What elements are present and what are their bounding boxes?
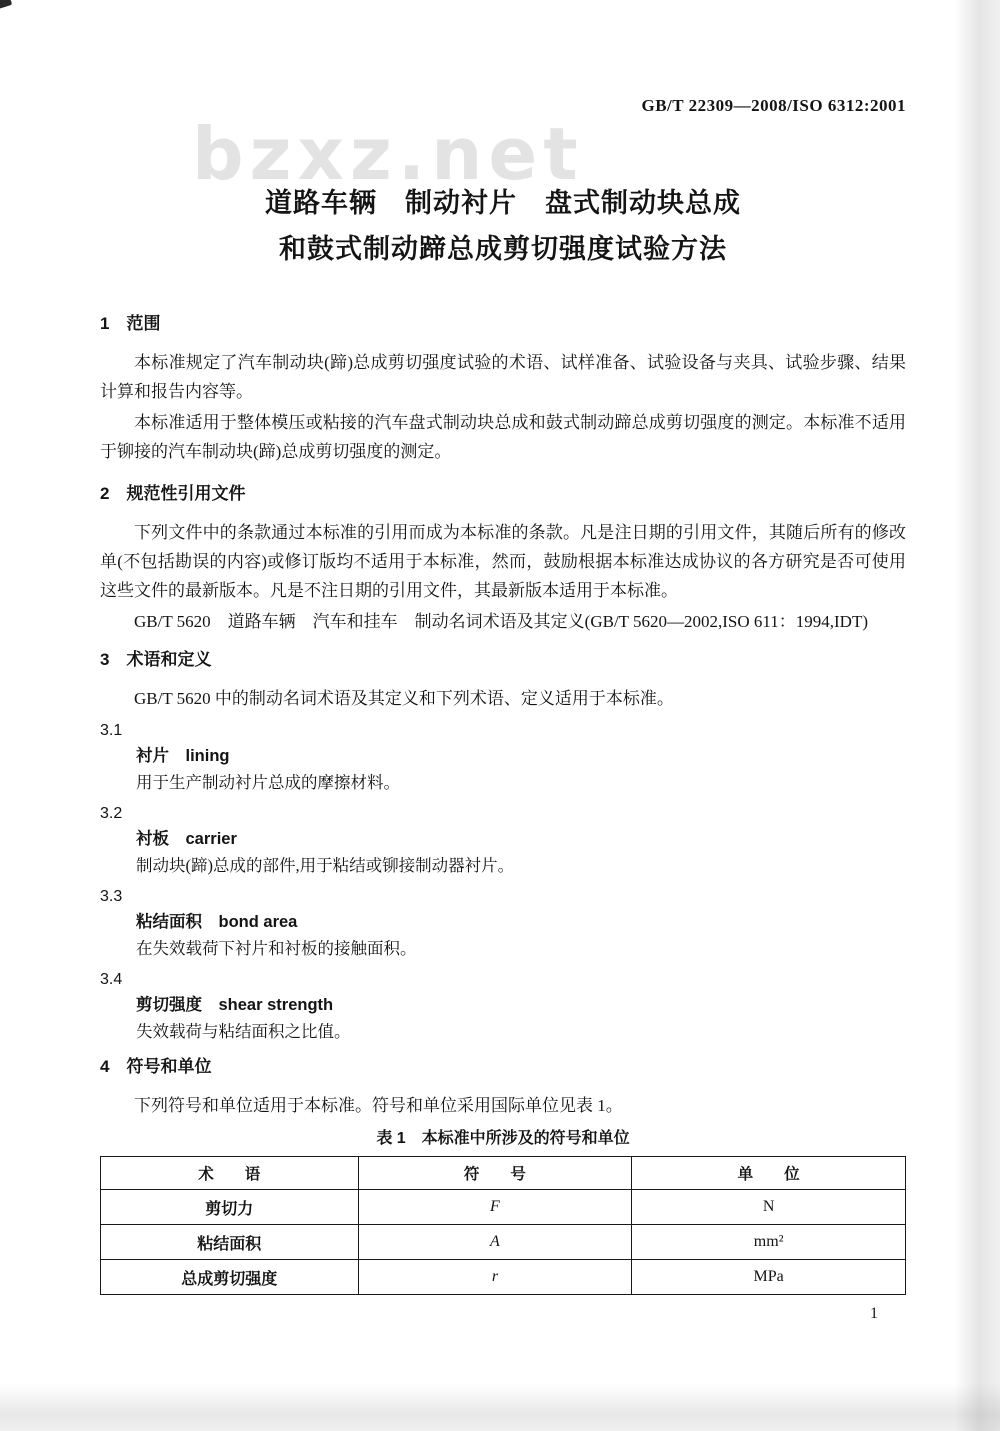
page-number: 1 [870, 1305, 878, 1322]
table-cell-symbol: A [358, 1225, 632, 1260]
table-cell-term: 总成剪切强度 [101, 1260, 359, 1295]
table-row [101, 1190, 906, 1225]
standard-number: GB/T 22309—2008/ISO 6312:2001 [641, 96, 906, 115]
table-row [101, 1225, 906, 1260]
term-title: 剪切强度 shear strength [136, 996, 334, 1014]
section-4-paragraph-1: 下列符号和单位适用于本标准。符号和单位采用国际单位见表 1。 [134, 1096, 623, 1115]
table-header-term: 术 语 [101, 1157, 359, 1190]
section-2-paragraph-1: 下列文件中的条款通过本标准的引用而成为本标准的条款。凡是注日期的引用文件，其随后所有的修改单(不包括勘误的内容)或修订版均不适用于本标准，然而，鼓励根据本标准达成协议的各方研究是否可使用这些文件的最新版本。凡是不注日期的引用文件，其最新版本适用于本标准。 [100, 523, 906, 600]
document-title-line1: 道路车辆 制动衬片 盘式制动块总成 [265, 188, 741, 218]
section-2-heading: 2 规范性引用文件 [100, 484, 246, 503]
section-3-intro: GB/T 5620 中的制动名词术语及其定义和下列术语、定义适用于本标准。 [134, 689, 674, 708]
watermark: bzxz.net [192, 112, 584, 196]
table-cell-term: 粘结面积 [101, 1225, 359, 1260]
document-title [100, 180, 906, 272]
term-title: 衬片 lining [136, 747, 230, 765]
term-number: 3.2 [100, 805, 123, 822]
table-cell-unit: mm² [632, 1225, 906, 1260]
term-number: 3.1 [100, 722, 123, 739]
section-2-reference: GB/T 5620 道路车辆 汽车和挂车 制动名词术语及其定义(GB/T 5620—2002,ISO 611：1994,IDT) [134, 612, 868, 631]
term-number: 3.4 [100, 971, 123, 988]
term-title: 粘结面积 bond area [136, 913, 298, 931]
term-definition: 用于生产制动衬片总成的摩擦材料。 [136, 773, 400, 792]
section-1-heading: 1 范围 [100, 314, 161, 333]
section-1-paragraph-2: 本标准适用于整体模压或粘接的汽车盘式制动块总成和鼓式制动蹄总成剪切强度的测定。本标准不适用于铆接的汽车制动块(蹄)总成剪切强度的测定。 [100, 413, 906, 461]
term-title: 衬板 carrier [136, 830, 237, 848]
term-block-3-2 [100, 802, 906, 879]
scan-corner-mark [0, 0, 12, 9]
table-header-row [101, 1157, 906, 1190]
symbols-table [100, 1156, 906, 1295]
table-cell-symbol: r [358, 1260, 632, 1295]
scan-edge-bottom [0, 1383, 1000, 1431]
term-block-3-1 [100, 719, 906, 796]
term-block-3-4 [100, 968, 906, 1045]
table-cell-unit: N [632, 1190, 906, 1225]
table-row [101, 1260, 906, 1295]
document-page [100, 96, 906, 1323]
term-block-3-3 [100, 885, 906, 962]
term-definition: 失效载荷与粘结面积之比值。 [136, 1022, 351, 1041]
term-number: 3.3 [100, 888, 123, 905]
table-cell-symbol: F [358, 1190, 632, 1225]
table-cell-term: 剪切力 [101, 1190, 359, 1225]
table-header-symbol: 符 号 [358, 1157, 632, 1190]
table-caption: 表 1 本标准中所涉及的符号和单位 [376, 1130, 630, 1147]
section-4-heading: 4 符号和单位 [100, 1057, 212, 1076]
table-cell-unit: MPa [632, 1260, 906, 1295]
scan-edge-right [954, 0, 1000, 1431]
document-title-line2: 和鼓式制动蹄总成剪切强度试验方法 [279, 234, 727, 264]
section-1-paragraph-1: 本标准规定了汽车制动块(蹄)总成剪切强度试验的术语、试样准备、试验设备与夹具、试验步骤、结果计算和报告内容等。 [100, 353, 906, 401]
term-definition: 在失效载荷下衬片和衬板的接触面积。 [136, 939, 417, 958]
table-header-unit: 单 位 [632, 1157, 906, 1190]
term-definition: 制动块(蹄)总成的部件,用于粘结或铆接制动器衬片。 [136, 856, 515, 875]
section-3-heading: 3 术语和定义 [100, 650, 212, 669]
